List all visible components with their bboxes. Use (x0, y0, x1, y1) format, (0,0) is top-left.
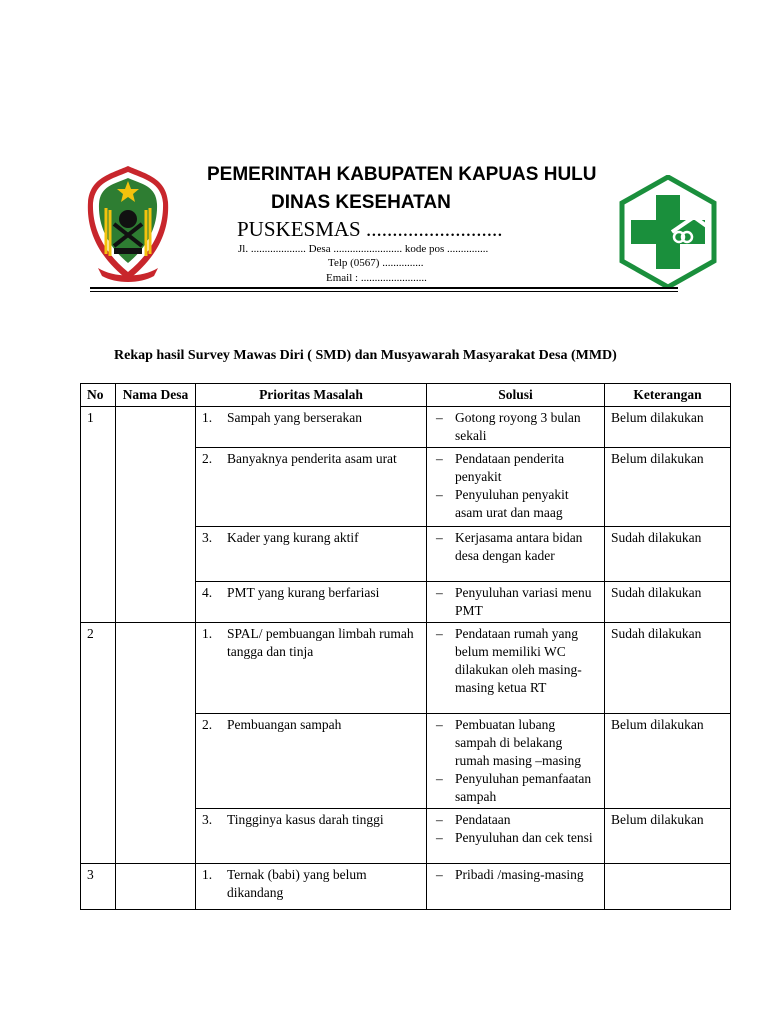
solution-text: Penyuluhan dan cek tensi (455, 830, 593, 845)
remark-cell: Belum dilakukan (605, 809, 731, 864)
report-title: Rekap hasil Survey Mawas Diri ( SMD) dan Musyawarah Masyarakat Desa (MMD) (114, 348, 617, 363)
priority-cell (196, 582, 427, 623)
header-remarks: Keterangan (605, 384, 731, 407)
puskesmas-logo (618, 175, 718, 289)
solution-item (433, 409, 598, 445)
dash-bullet-icon: – (436, 830, 443, 845)
government-name: PEMERINTAH KABUPATEN KAPUAS HULU (207, 164, 597, 185)
table-body (81, 407, 731, 910)
dash-bullet-icon: – (436, 867, 443, 882)
solution-item (433, 450, 598, 486)
header-village: Nama Desa (116, 384, 196, 407)
solution-item (433, 829, 598, 847)
priority-number: 2. (202, 451, 213, 466)
priority-cell (196, 407, 427, 448)
row-number: 3 (81, 864, 116, 910)
table-header-row (81, 384, 731, 407)
dash-bullet-icon: – (436, 451, 443, 466)
remark-cell: Sudah dilakukan (605, 623, 731, 714)
table-row (81, 623, 731, 714)
dash-bullet-icon: – (436, 530, 443, 545)
solution-text: Pendataan (455, 812, 511, 827)
priority-text: Kader yang kurang aktif (227, 530, 359, 545)
priority-item (202, 716, 420, 734)
solution-text: Kerjasama antara bidan desa dengan kader (455, 530, 583, 563)
department-name: DINAS KESEHATAN (271, 192, 451, 213)
dash-bullet-icon: – (436, 812, 443, 827)
solution-text: Pendataan rumah yang belum memiliki WC dilakukan oleh masing-masing ketua RT (455, 626, 582, 695)
kapuas-hulu-crest-logo (84, 164, 172, 284)
row-number: 1 (81, 407, 116, 623)
remark-cell: Sudah dilakukan (605, 582, 731, 623)
village-name (116, 864, 196, 910)
letterhead-rule-thick (90, 287, 678, 289)
solution-item (433, 584, 598, 620)
priority-cell (196, 714, 427, 809)
priority-cell (196, 623, 427, 714)
address-line: Jl. .................... Desa ......................... kode pos ............... (238, 243, 489, 255)
row-number: 2 (81, 623, 116, 864)
priority-text: Sampah yang berserakan (227, 410, 362, 425)
solution-text: Penyuluhan pemanfaatan sampah (455, 771, 592, 804)
solution-cell (427, 582, 605, 623)
remark-cell (605, 864, 731, 910)
header-no: No (81, 384, 116, 407)
solution-cell (427, 809, 605, 864)
priority-text: Ternak (babi) yang belum dikandang (227, 867, 367, 900)
solution-item (433, 625, 598, 697)
solution-item (433, 770, 598, 806)
dash-bullet-icon: – (436, 487, 443, 502)
priority-text: SPAL/ pembuangan limbah rumah tangga dan tinja (227, 626, 414, 659)
dash-bullet-icon: – (436, 717, 443, 732)
letterhead-rule-thin (90, 291, 678, 292)
solution-cell (427, 407, 605, 448)
priority-text: Banyaknya penderita asam urat (227, 451, 397, 466)
header-solution: Solusi (427, 384, 605, 407)
dash-bullet-icon: – (436, 410, 443, 425)
priority-number: 1. (202, 410, 213, 425)
priority-item (202, 625, 420, 661)
priority-number: 3. (202, 530, 213, 545)
priority-number: 4. (202, 585, 213, 600)
priority-item (202, 811, 420, 829)
priority-number: 1. (202, 867, 213, 882)
priority-item (202, 409, 420, 427)
solution-text: Pendataan penderita penyakit (455, 451, 565, 484)
solution-cell (427, 623, 605, 714)
solution-text: Pembuatan lubang sampah di belakang rumah masing –masing (455, 717, 581, 768)
phone-line: Telp (0567) ............... (328, 257, 424, 269)
survey-recap-table (80, 383, 731, 910)
priority-number: 2. (202, 717, 213, 732)
priority-cell (196, 809, 427, 864)
solution-text: Penyuluhan penyakit asam urat dan maag (455, 487, 569, 520)
table-row (81, 864, 731, 910)
priority-text: Tingginya kasus darah tinggi (227, 812, 384, 827)
priority-item (202, 529, 420, 547)
remark-cell: Belum dilakukan (605, 448, 731, 527)
village-name (116, 623, 196, 864)
header-priority: Prioritas Masalah (196, 384, 427, 407)
dash-bullet-icon: – (436, 585, 443, 600)
solution-item (433, 486, 598, 522)
solution-text: Pribadi /masing-masing (455, 867, 584, 882)
priority-item (202, 866, 420, 902)
priority-number: 3. (202, 812, 213, 827)
priority-text: Pembuangan sampah (227, 717, 342, 732)
priority-cell (196, 527, 427, 582)
solution-item (433, 529, 598, 565)
remark-cell: Belum dilakukan (605, 714, 731, 809)
solution-cell (427, 864, 605, 910)
priority-cell (196, 448, 427, 527)
village-name (116, 407, 196, 623)
solution-item (433, 866, 598, 884)
priority-item (202, 584, 420, 602)
puskesmas-name: PUSKESMAS .......................... (237, 217, 503, 241)
solution-item (433, 811, 598, 829)
remark-cell: Sudah dilakukan (605, 527, 731, 582)
solution-cell (427, 527, 605, 582)
solution-cell (427, 448, 605, 527)
priority-text: PMT yang kurang berfariasi (227, 585, 380, 600)
solution-item (433, 716, 598, 770)
email-line: Email : ........................ (326, 272, 427, 284)
dash-bullet-icon: – (436, 771, 443, 786)
solution-text: Penyuluhan variasi menu PMT (455, 585, 592, 618)
table-row (81, 407, 731, 448)
remark-cell: Belum dilakukan (605, 407, 731, 448)
priority-item (202, 450, 420, 468)
priority-cell (196, 864, 427, 910)
priority-number: 1. (202, 626, 213, 641)
solution-text: Gotong royong 3 bulan sekali (455, 410, 581, 443)
solution-cell (427, 714, 605, 809)
dash-bullet-icon: – (436, 626, 443, 641)
